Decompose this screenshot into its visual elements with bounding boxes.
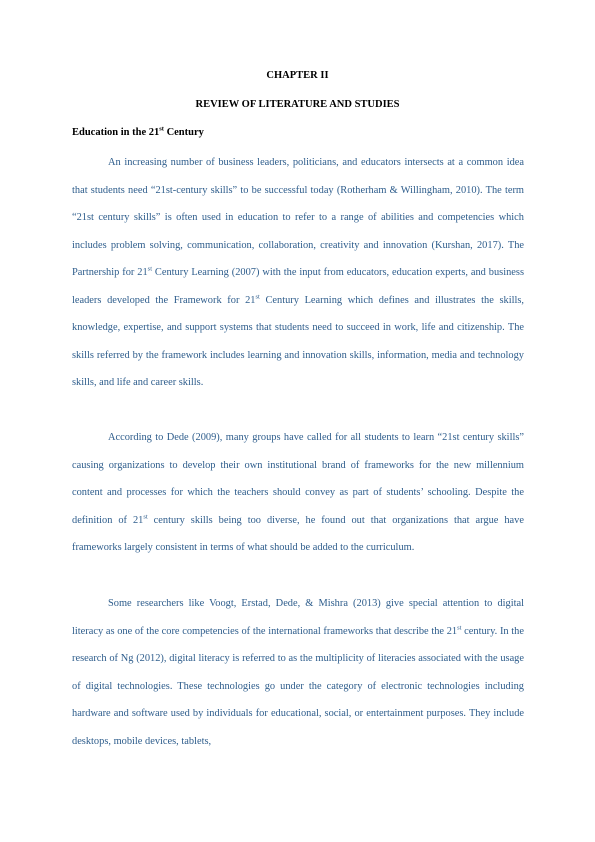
paragraph-text: Some researchers like Voogt, Erstad, Dede, & Mishra (2013) give special attention to digital literacy as one of the core competencies of the international frameworks that describe the 21 <box>72 598 524 637</box>
section-heading-text: Education in the 21 <box>72 127 160 138</box>
paragraph-1 <box>72 149 524 397</box>
superscript: st <box>457 624 462 632</box>
paragraph-3 <box>72 590 524 755</box>
paragraph-text: An increasing number of business leaders, politicians, and educators intersects at a common idea that students need “21st-century skills” to be successful today (Rotherham & Willingham, 2010). The term “21st century skills” is often used in education to refer to a range of abilities and competencies which includes problem solving, communication, collaboration, creativity and innovation (Kurshan, 2017). The Partnership for 21 <box>72 157 524 278</box>
superscript: st <box>255 293 260 301</box>
chapter-number: CHAPTER II <box>266 70 329 81</box>
section-heading-text-end: Century <box>163 127 204 138</box>
paragraph-text: century skills being too diverse, he found out that organizations that argue have frameworks largely consistent in terms of what should be added to the curriculum. <box>72 514 524 553</box>
chapter-title: REVIEW OF LITERATURE AND STUDIES <box>195 99 400 110</box>
superscript: st <box>143 513 148 521</box>
paragraph-text: century. In the research of Ng (2012), digital literacy is referred to as the multiplicity of literacies associated with the usage of digital technologies. These technologies go under the category of electronic technologies including hardware and software used by individuals for educational, social, or entertainment purposes. They include desktops, mobile devices, tablets, <box>72 625 524 747</box>
paragraph-text: Century Learning (2007) with the input from educators, education experts, and business leaders developed the Framework for 21 <box>72 267 525 306</box>
superscript: st <box>147 265 153 273</box>
paragraph-text: According to Dede (2009), many groups have called for all students to learn “21st century skills” causing organizations to develop their own institutional brand of frameworks for the new millennium content and processes for which the teachers should convey as part of students’ schooling. Despite the definition of 21 <box>72 432 524 526</box>
section-heading-superscript: st <box>159 125 164 133</box>
section-heading <box>72 127 204 138</box>
paragraph-2 <box>72 424 524 562</box>
paragraph-text: Century Learning which defines and illustrates the skills, knowledge, expertise, and support systems that students need to succeed in work, life and citizenship. The skills referred by the framework includes learning and innovation skills, information, media and technology skills, and life and career skills. <box>72 294 525 388</box>
